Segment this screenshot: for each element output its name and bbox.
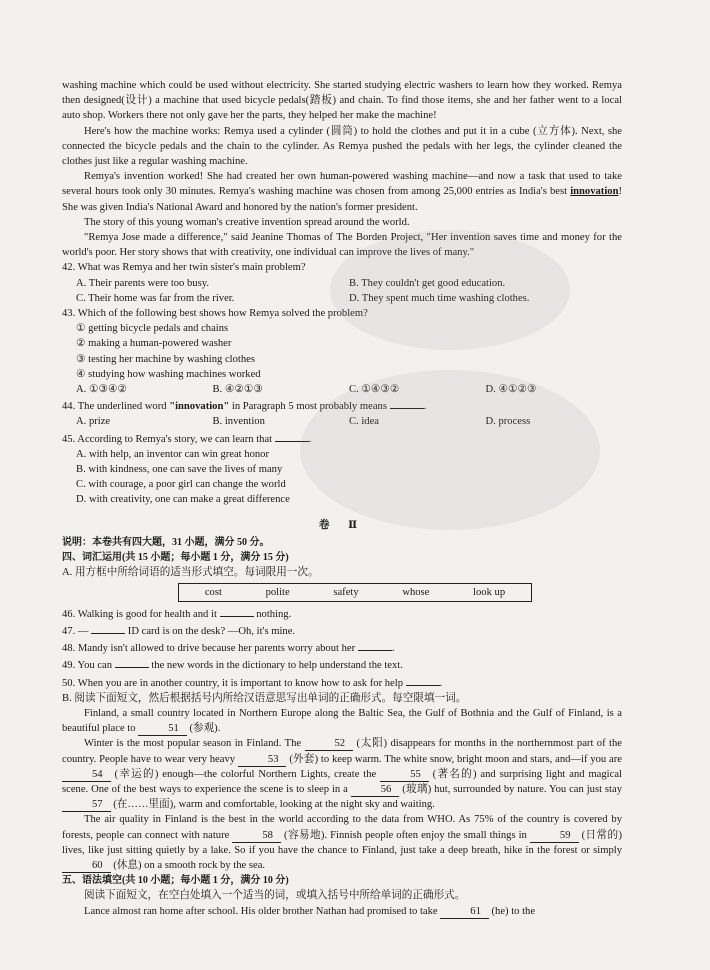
answer-blank-51[interactable]: 51 <box>138 723 187 736</box>
question-43: 43. Which of the following best shows how Remya solved the problem? <box>62 308 368 320</box>
question-44-options <box>76 414 622 429</box>
partB-instruction: B. 阅读下面短文，然后根据括号内所给汉语意思写出单词的正确形式。每空限填一词。 <box>62 692 467 704</box>
word-box <box>178 583 532 602</box>
option: A. with help, an inventor can win great honor <box>76 448 269 460</box>
lance-paragraph: Lance almost ran home after school. His older brother Nathan had promised to take 61 (he) to the <box>84 905 536 917</box>
option: B. They couldn't get good education. <box>349 277 506 289</box>
answer-blank[interactable] <box>220 605 254 617</box>
question-45-options <box>76 447 622 508</box>
part5-instruction: 阅读下面短文，在空白处填入一个适当的词，或填入括号中所给单词的正确形式。 <box>84 890 466 902</box>
question-44: 44. The underlined word "innovation" in Paragraph 5 most probably means . <box>62 397 622 414</box>
question-50: 50. When you are in another country, it is important to know how to ask for help . <box>62 674 622 691</box>
part5-title: 五、语法填空(共 10 小题；每小题 1 分，满分 10 分) <box>62 875 289 887</box>
passage-paragraph-machine: Here's how the machine works: Remya used a cylinder (圆筒) to hold the clothes and put it in a cube (立方体). Next, she connected the bicycle pedals and the chain to the cylinder. As Remya pushed the pedals with her legs, the cylinder cleaned the clothes just like a regular washing machine. <box>62 125 622 168</box>
passage-paragraph-quote: "Remya Jose made a difference," said Jeanine Thomas of The Borden Project, "Her invention saves time and money for the world's poor. Her story shows that with creativity, one individual can improve the lives of many." <box>62 232 622 259</box>
question-48: 48. Mandy isn't allowed to drive because her parents worry about her . <box>62 639 622 656</box>
question-42-options <box>76 276 622 306</box>
answer-blank[interactable] <box>91 622 125 634</box>
section-title: 卷 Ⅱ <box>318 519 366 531</box>
answer-blank-54[interactable]: 54 <box>62 769 111 782</box>
option: A. Their parents were too busy. <box>76 277 209 289</box>
option: B. ④②①③ <box>212 384 263 396</box>
answer-blank-57[interactable]: 57 <box>62 799 111 812</box>
option: A. prize <box>76 416 111 428</box>
question-47: 47. — ID card is on the desk? —Oh, it's mine. <box>62 622 622 639</box>
question-43-options <box>76 382 622 397</box>
finland-paragraph-3: The air quality in Finland is the best in the world according to the data from WHO. As 75% of the country is covered by forests, people can connect with nature 58 (容易地). Finnish people often enjoy the small things in 59 (日常的) lives, like just sitting quietly by a lake. So if you have the chance to Finland, just take a deep breath, hike in the forest or simply 60 (休息) on a smooth rock by the sea. <box>62 814 623 871</box>
step: ④ studying how washing machines worked <box>76 368 261 380</box>
option: D. ④①②③ <box>485 384 537 396</box>
option: D. with creativity, one can make a great difference <box>76 494 290 506</box>
question-45: 45. According to Remya's story, we can learn that . <box>62 430 622 447</box>
answer-blank-53[interactable]: 53 <box>238 754 287 767</box>
passage-paragraph-spread: The story of this young woman's creative invention spread around the world. <box>84 216 410 228</box>
answer-blank-59[interactable]: 59 <box>530 830 579 843</box>
option: D. They spent much time washing clothes. <box>349 292 530 304</box>
innovation-word: innovation <box>570 186 619 198</box>
step: ③ testing her machine by washing clothes <box>76 353 255 365</box>
answer-blank-55[interactable]: 55 <box>380 769 429 782</box>
question-46: 46. Walking is good for health and it nothing. <box>62 605 622 622</box>
option: C. with courage, a poor girl can change the world <box>76 479 286 491</box>
word-box-item: look up <box>473 586 506 598</box>
word-box-item: cost <box>204 586 222 598</box>
option: C. Their home was far from the river. <box>76 292 235 304</box>
option: C. ①④③② <box>349 384 400 396</box>
answer-blank[interactable] <box>406 674 440 686</box>
step: ① getting bicycle pedals and chains <box>76 323 229 335</box>
answer-blank[interactable] <box>390 397 424 409</box>
section-note: 说明：本卷共有四大题，31 小题，满分 50 分。 <box>62 536 270 548</box>
answer-blank-52[interactable]: 52 <box>305 738 354 751</box>
option: B. with kindness, one can save the lives of many <box>76 464 283 476</box>
word-box-item: polite <box>265 586 290 598</box>
part4-title: 四、词汇运用(共 15 小题；每小题 1 分，满分 15 分) <box>62 552 289 564</box>
answer-blank-56[interactable]: 56 <box>351 784 400 797</box>
partA-instruction: A. 用方框中所给词语的适当形式填空。每词限用一次。 <box>62 567 319 579</box>
passage-paragraph-3: washing machine which could be used without electricity. She started studying electric washers to learn how they worked. Remya then designed(设计) a machine that used bicycle pedals(踏板) and chain. To find those items, she and her father went to a local auto shop. Workers there not only gave her the parts, they helped her make the machine! <box>62 80 622 122</box>
word-box-item: safety <box>333 586 359 598</box>
answer-blank-58[interactable]: 58 <box>232 830 281 843</box>
finland-paragraph-1: Finland, a small country located in Northern Europe along the Baltic Sea, the Gulf of Bothnia and the Gulf of Finland, is a beautiful place to 51 (参观). <box>62 707 622 735</box>
answer-blank-61[interactable]: 61 <box>440 906 489 919</box>
question-43-steps <box>76 321 622 382</box>
answer-blank[interactable] <box>358 639 392 651</box>
option: C. idea <box>349 416 380 428</box>
answer-blank[interactable] <box>115 656 149 668</box>
question-42: 42. What was Remya and her twin sister's main problem? <box>62 262 306 274</box>
option: B. invention <box>212 416 265 428</box>
question-49: 49. You can the new words in the dictionary to help understand the text. <box>62 656 622 673</box>
answer-blank-60[interactable]: 60 <box>62 860 111 873</box>
word-box-item: whose <box>402 586 430 598</box>
passage-paragraph-innovation: Remya's invention worked! She had created her own human-powered washing machine—and now a task that used to take several hours took only 30 minutes. Remya's washing machine was chosen from among 25,000 entries as India's best innovation! She was given India's National Award and honored by the nation's former president. <box>62 171 622 213</box>
answer-blank[interactable] <box>275 430 309 442</box>
option: A. ①③④② <box>76 384 127 396</box>
step: ② making a human-powered washer <box>76 338 232 350</box>
finland-paragraph-2: Winter is the most popular season in Finland. The 52 (太阳) disappears for months in the northernmost part of the country. People have to wear very heavy 53 (外套) to keep warm. The white snow, bright moon and stars, and—if you are 54 (幸运的) enough—the colorful Northern Lights, create the 55 (著名的) and surprising light and magical scene. One of the best ways to experience the scene is to sleep in a 56 (玻璃) hut, surrounded by nature. You can just stay 57 (在……里面), warm and comfortable, looking at the night sky and waiting. <box>62 738 622 811</box>
option: D. process <box>485 416 531 428</box>
